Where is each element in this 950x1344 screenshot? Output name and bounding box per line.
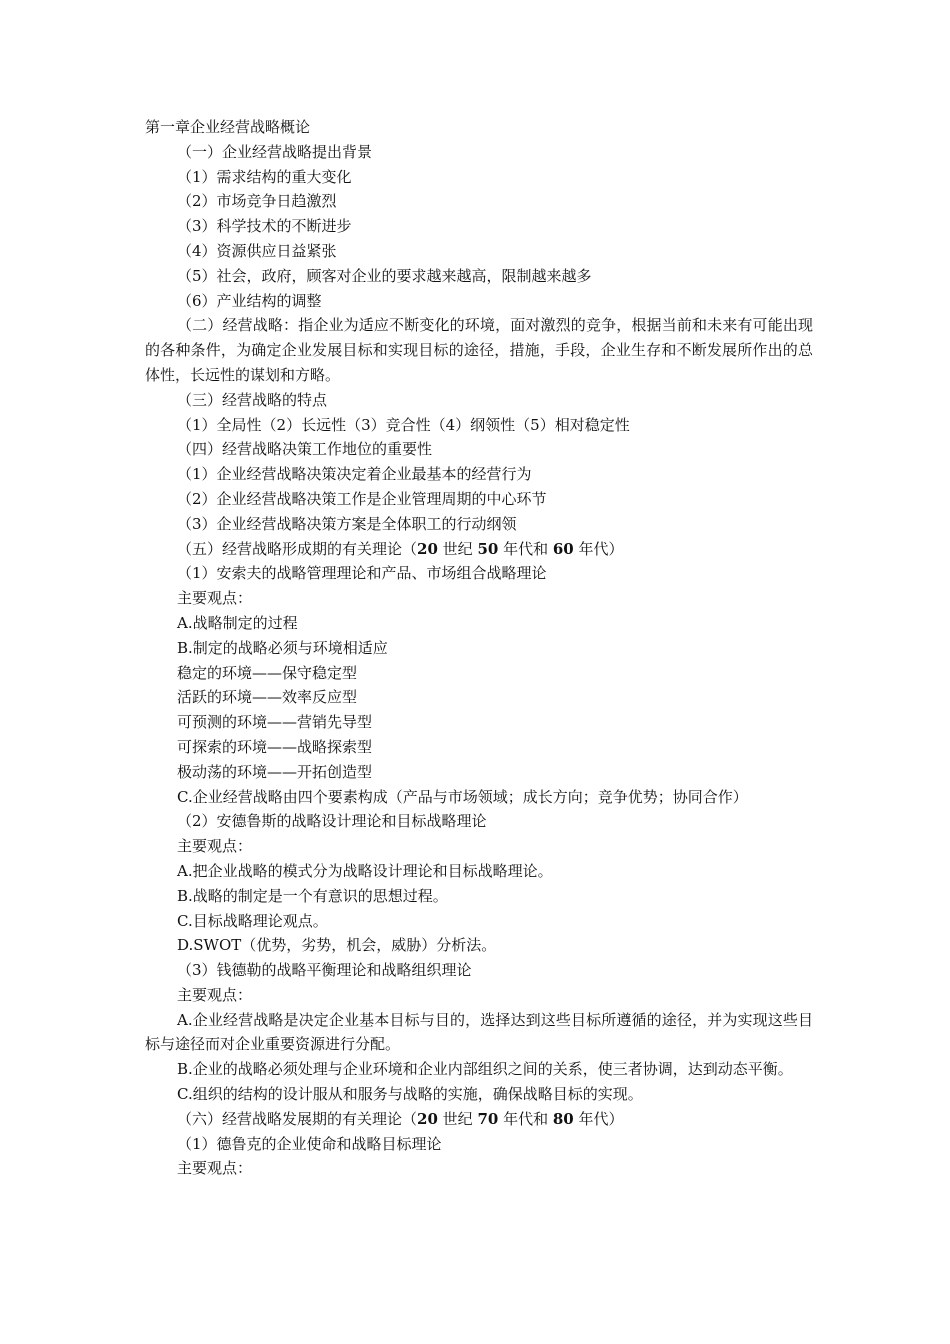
- text-line: （三）经营战略的特点: [177, 390, 328, 409]
- text-segment: （六）经营战略发展期的有关理论（: [177, 1109, 418, 1128]
- text-line: （1）企业经营战略决策决定着企业最基本的经营行为: [177, 465, 532, 484]
- text-line: （3）企业经营战略决策方案是全体职工的行动纲领: [177, 514, 517, 533]
- text-line: （5）社会，政府，顾客对企业的要求越来越高，限制越来越多: [177, 266, 592, 285]
- text-line: （3）科学技术的不断进步: [177, 217, 352, 236]
- text-line: （1）安索夫的战略管理理论和产品、市场组合战略理论: [177, 564, 547, 583]
- text-line: 可预测的环境——营销先导型: [177, 713, 373, 732]
- paragraph: （二）经营战略：指企业为适应不断变化的环境，面对激烈的竞争，根据当前和未来有可能出现的各种条件，为确定企业发展目标和实现目标的途径，措施，手段，企业生存和不断发展所作出的总体性，长远性的谋划和方略。: [145, 316, 813, 384]
- text-line: 活跃的环境——效率反应型: [177, 688, 358, 707]
- bold-number: 60: [552, 539, 574, 558]
- text-line: 主要观点：: [177, 589, 253, 608]
- text-line: C.组织的结构的设计服从和服务与战略的实施，确保战略目标的实现。: [177, 1085, 643, 1104]
- text-line: D.SWOT（优势，劣势，机会，威胁）分析法。: [177, 936, 497, 955]
- text-line: （1）需求结构的重大变化: [177, 167, 352, 186]
- text-line: A.把企业战略的模式分为战略设计理论和目标战略理论。: [177, 861, 553, 880]
- paragraph: B.企业的战略必须处理与企业环境和企业内部组织之间的关系，使三者协调，达到动态平衡。: [177, 1060, 793, 1079]
- text-line: （3）钱德勒的战略平衡理论和战略组织理论: [177, 961, 472, 980]
- bold-number: 50: [477, 539, 499, 558]
- text-line: 可探索的环境——战略探索型: [177, 737, 373, 756]
- chapter-title: 第一章企业经营战略概论: [145, 118, 311, 136]
- text-line: 主要观点：: [177, 1159, 253, 1178]
- document-body: [145, 115, 813, 1181]
- text-line: C.企业经营战略由四个要素构成（产品与市场领域；成长方向；竞争优势；协同合作）: [177, 787, 748, 806]
- text-line: [145, 537, 813, 562]
- bold-number: 70: [477, 1109, 499, 1128]
- bold-number: 80: [552, 1109, 574, 1128]
- text-segment: 年代和: [498, 539, 553, 558]
- text-line: （2）市场竞争日趋激烈: [177, 192, 337, 211]
- text-line: （4）资源供应日益紧张: [177, 241, 337, 260]
- text-line: B.战略的制定是一个有意识的思想过程。: [177, 886, 448, 905]
- text-segment: 世纪: [437, 539, 478, 558]
- text-line: 主要观点：: [177, 985, 253, 1004]
- text-line: 稳定的环境——保守稳定型: [177, 663, 358, 682]
- bold-number: 20: [417, 539, 438, 558]
- text-line: （6）产业结构的调整: [177, 291, 322, 310]
- text-segment: 年代）: [573, 1109, 624, 1128]
- text-line: （2）安德鲁斯的战略设计理论和目标战略理论: [177, 812, 487, 831]
- text-line: [145, 1107, 813, 1132]
- paragraph: A.企业经营战略是决定企业基本目标与目的，选择达到这些目标所遵循的途径，并为实现这些目标与途径而对企业重要资源进行分配。: [145, 1010, 813, 1054]
- text-line: 极动荡的环境——开拓创造型: [177, 762, 373, 781]
- text-line: （1）德鲁克的企业使命和战略目标理论: [177, 1134, 442, 1153]
- text-line: （2）企业经营战略决策工作是企业管理周期的中心环节: [177, 489, 547, 508]
- text-line: A.战略制定的过程: [177, 613, 298, 632]
- text-segment: 年代）: [573, 539, 624, 558]
- text-line: C.目标战略理论观点。: [177, 911, 328, 930]
- text-segment: 年代和: [498, 1109, 553, 1128]
- text-line: （1）全局性（2）长远性（3）竞合性（4）纲领性（5）相对稳定性: [177, 415, 630, 434]
- text-line: （一）企业经营战略提出背景: [177, 142, 373, 161]
- text-segment: （五）经营战略形成期的有关理论（: [177, 539, 418, 558]
- text-line: 主要观点：: [177, 837, 253, 856]
- bold-number: 20: [417, 1109, 438, 1128]
- text-line: （四）经营战略决策工作地位的重要性: [177, 440, 433, 459]
- text-line: B.制定的战略必须与环境相适应: [177, 638, 388, 657]
- text-segment: 世纪: [437, 1109, 478, 1128]
